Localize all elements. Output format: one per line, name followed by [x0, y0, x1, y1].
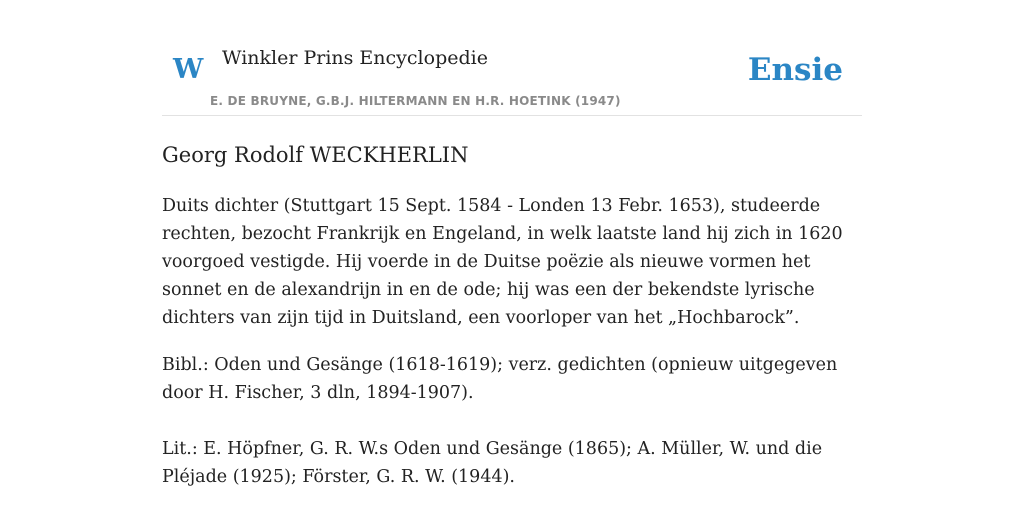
site-title-link[interactable]: Winkler Prins Encyclopedie [222, 47, 488, 69]
article-paragraph-bibliography: Bibl.: Oden und Gesänge (1618-1619); verz. gedichten (opnieuw uitgegeven door H. Fischer, 3 dln, 1894-1907). [162, 355, 838, 403]
header-divider [162, 115, 862, 116]
authors-subtitle: E. DE BRUYNE, G.B.J. HILTERMANN EN H.R. HOETINK (1947) [210, 94, 621, 108]
article-paragraph-literature: Lit.: E. Höpfner, G. R. W.s Oden und Gesänge (1865); A. Müller, W. und die Pléjade (1925); Förster, G. R. W. (1944). [162, 439, 823, 487]
ensie-logo[interactable]: Ensie [747, 52, 843, 88]
article-title: Georg Rodolf WECKHERLIN [162, 143, 469, 167]
article-paragraph-description: Duits dichter (Stuttgart 15 Sept. 1584 - Londen 13 Febr. 1653), studeerde rechten, bezocht Frankrijk en Engeland, in welk laatste land hij zich in 1620 voorgoed vestigde. Hij voerde in de Duitse poëzie als nieuwe vormen het sonnet en de alexandrijn in en de ode; hij was een der bekendste lyrische dichters van zijn tijd in Duitsland, een voorloper van het „Hochbarock”. [162, 196, 843, 328]
winkler-prins-logo[interactable]: W [173, 54, 204, 85]
